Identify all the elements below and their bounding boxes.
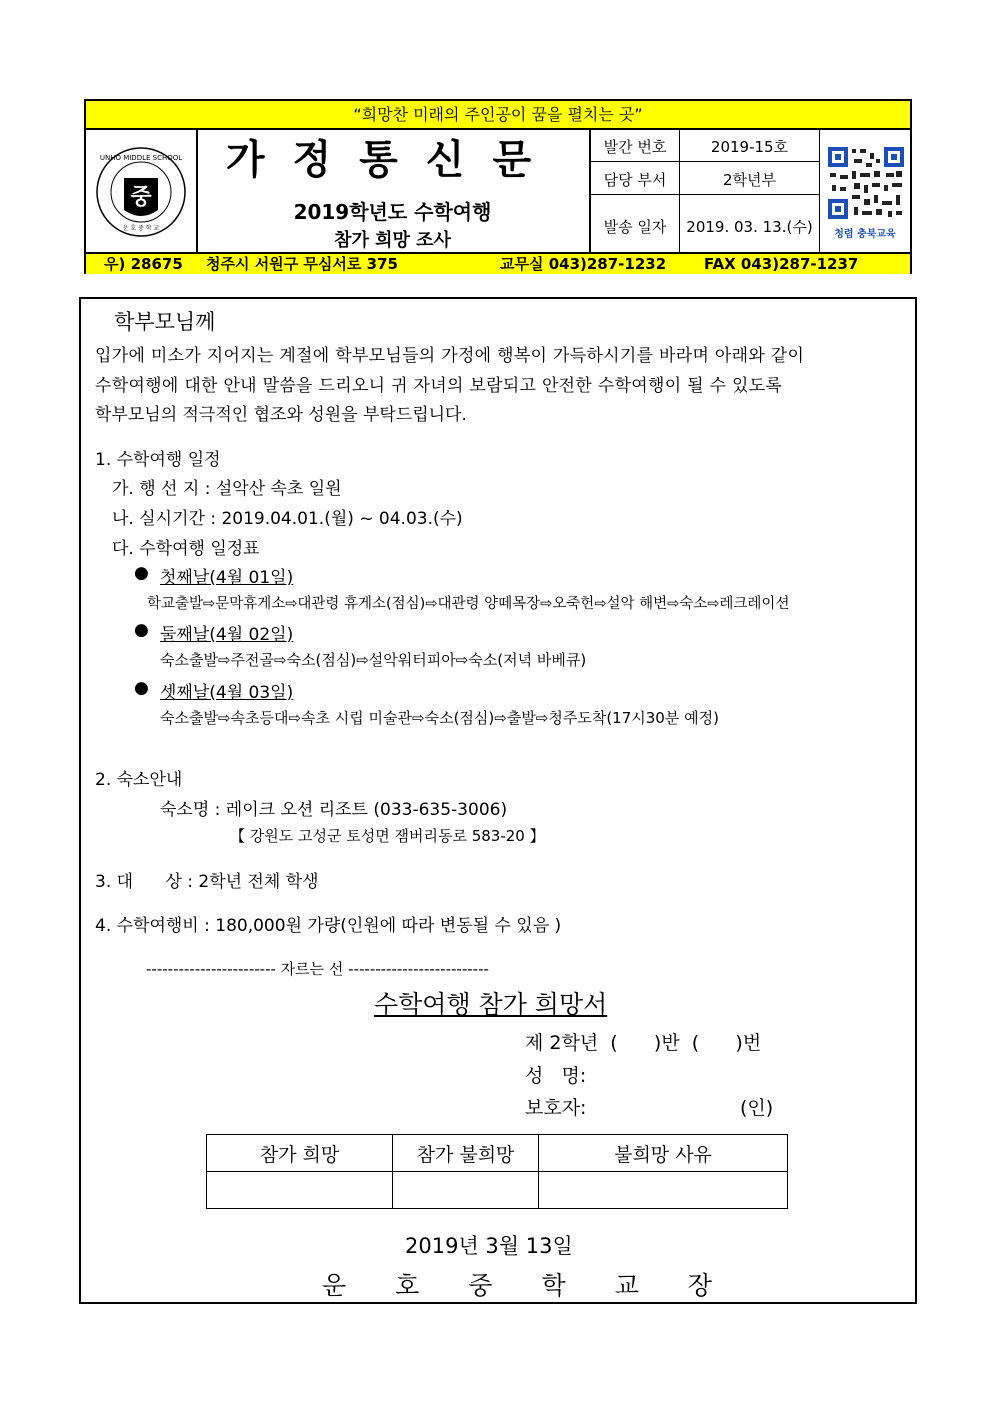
issue-label: 발간 번호	[603, 138, 667, 156]
subtitle-2: 참가 희망 조사	[334, 230, 451, 251]
issue-date: 2019년 3월 13일	[405, 1234, 573, 1258]
day3-bullet: ●	[134, 678, 149, 698]
day2-bullet: ●	[134, 620, 149, 640]
lodging-name: 숙소명 : 레이크 오션 리조트 (033-635-3006)	[160, 800, 508, 820]
day1-detail: 학교출발⇨문막휴게소⇨대관령 휴게소(점심)⇨대관령 양떼목장⇨오죽헌⇨설악 해변⇨숙소⇨레크레이션	[147, 596, 790, 612]
address-bar	[86, 254, 910, 274]
day3-title: 셋째날(4월 03일)	[160, 683, 294, 703]
form-seal: (인)	[740, 1097, 774, 1119]
section-2-title: 2. 숙소안내	[95, 770, 183, 790]
date-value: 2019. 03. 13.(수)	[686, 218, 813, 236]
intro-line-1: 입가에 미소가 지어지는 계절에 학부모님들의 가정에 행복이 가득하시기를 바라며 아래와 같이	[95, 346, 805, 366]
newsletter-header	[84, 99, 912, 274]
principal: 운호중학교장	[322, 1271, 761, 1300]
logo-text: UNHO MIDDLE SCHOOL	[99, 154, 183, 162]
qr-caption: 청렴 충북교육	[834, 229, 896, 240]
lodging-address: 【 강원도 고성군 토성면 잼버리동로 583-20 】	[230, 827, 545, 845]
subtitle-1: 2019학년도 수학여행	[293, 200, 492, 224]
page-title: 가정통신문	[225, 136, 560, 183]
greeting: 학부모님께	[114, 310, 216, 334]
school-logo	[86, 130, 196, 252]
participation-table	[206, 1134, 788, 1209]
col-reason: 불희망 사유	[539, 1135, 788, 1172]
attend-cell[interactable]	[207, 1172, 393, 1209]
issue-value: 2019-15호	[710, 138, 789, 156]
schedule-title: 다. 수학여행 일정표	[112, 539, 260, 559]
office-phone: 교무실 043)287-1232	[500, 255, 667, 273]
intro-line-2: 수학여행에 대한 안내 말씀을 드리오니 귀 자녀의 보람되고 안전한 수학여행이 될 수 있도록	[95, 376, 783, 396]
not-attend-cell[interactable]	[393, 1172, 539, 1209]
day1-bullet: ●	[134, 563, 149, 583]
form-guardian: 보호자:	[525, 1097, 587, 1119]
date-label: 발송 일자	[603, 218, 667, 236]
dept-label: 담당 부서	[603, 171, 667, 189]
day1-title: 첫째날(4월 01일)	[160, 568, 294, 588]
motto: “희망찬 미래의 주인공이 꿈을 펼치는 곳”	[86, 101, 910, 128]
day3-detail: 숙소출발⇨속초등대⇨속초 시립 미술관⇨숙소(점심)⇨출발⇨청주도착(17시30분 예정)	[160, 709, 719, 727]
form-title: 수학여행 참가 희망서	[374, 990, 608, 1019]
section-4: 4. 수학여행비 : 180,000원 가량(인원에 따라 변동될 수 있음 )	[95, 916, 562, 936]
zip-code: 우) 28675	[104, 255, 183, 273]
reason-cell[interactable]	[539, 1172, 788, 1209]
street-address: 청주시 서원구 무심서로 375	[206, 255, 398, 273]
logo-char: 중	[130, 185, 152, 210]
section-3: 3. 대 상 : 2학년 전체 학생	[95, 872, 319, 892]
form-name: 성 명:	[525, 1065, 587, 1087]
period: 나. 실시기간 : 2019.04.01.(월) ~ 04.03.(수)	[112, 509, 463, 529]
day2-title: 둘째날(4월 02일)	[160, 625, 294, 645]
col-not-attend: 참가 불희망	[393, 1135, 539, 1172]
day2-detail: 숙소출발⇨주전골⇨숙소(점심)⇨설악워터피아⇨숙소(저녁 바베큐)	[160, 651, 587, 669]
col-attend: 참가 희망	[207, 1135, 393, 1172]
cut-line: ------------------------ 자르는 선 --------------------------	[146, 960, 489, 978]
qr-code[interactable]	[826, 145, 906, 221]
dept-value: 2학년부	[722, 171, 776, 189]
section-1-title: 1. 수학여행 일정	[95, 450, 221, 470]
logo-bottom: 운 호 중 학 교	[122, 225, 160, 232]
intro-line-3: 학부모님의 적극적인 협조와 성원을 부탁드립니다.	[95, 405, 467, 425]
destination: 가. 행 선 지 : 설악산 속초 일원	[112, 479, 342, 499]
form-grade: 제 2학년 ( )반 ( )번	[525, 1032, 762, 1054]
fax-number: FAX 043)287-1237	[704, 255, 859, 273]
